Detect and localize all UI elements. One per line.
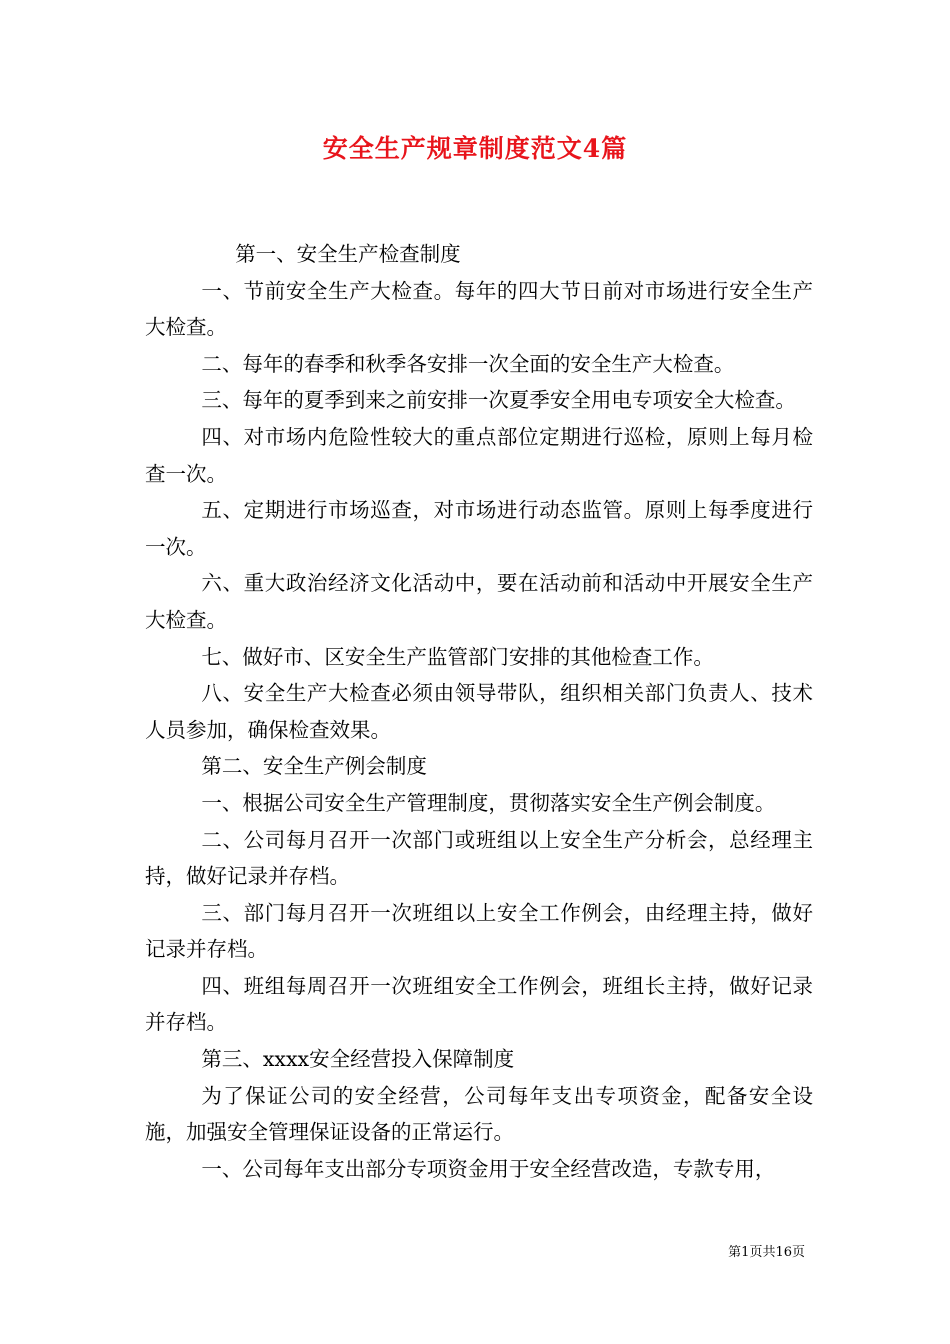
paragraph: 六、重大政治经济文化活动中，要在活动前和活动中开展安全生产大检查。 — [145, 571, 813, 632]
paragraph: 三、部门每月召开一次班组以上安全工作例会，由经理主持，做好记录并存档。 — [145, 900, 813, 962]
paragraph: 一、节前安全生产大检查。每年的四大节日前对市场进行安全生产大检查。 — [145, 278, 813, 340]
paragraph: 七、做好市、区安全生产监管部门安排的其他检查工作。 — [201, 644, 714, 669]
paragraph: 二、每年的春季和秋季各安排一次全面的安全生产大检查。 — [201, 351, 735, 376]
paragraph: 一、公司每年支出部分专项资金用于安全经营改造，专款专用， — [201, 1156, 776, 1181]
paragraph: 八、安全生产大检查必须由领导带队，组织相关部门负责人、技术人员参加，确保检查效果。 — [145, 681, 813, 742]
paragraph: 四、班组每周召开一次班组安全工作例会，班组长主持，做好记录并存档。 — [145, 973, 813, 1035]
paragraph: 五、定期进行市场巡查，对市场进行动态监管。原则上每季度进行一次。 — [145, 498, 813, 559]
paragraph: 三、每年的夏季到来之前安排一次夏季安全用电专项安全大检查。 — [201, 388, 796, 413]
section-heading: 第二、安全生产例会制度 — [201, 754, 427, 779]
document-body — [145, 236, 813, 1187]
section-heading: 第三、xxxx安全经营投入保障制度 — [201, 1047, 515, 1072]
document-title: 安全生产规章制度范文4篇 — [322, 134, 628, 163]
paragraph: 二、公司每月召开一次部门或班组以上安全生产分析会，总经理主持，做好记录并存档。 — [145, 827, 813, 889]
page-number: 第1页共16页 — [728, 1245, 805, 1260]
section-heading: 第一、安全生产检查制度 — [235, 242, 461, 266]
paragraph: 一、根据公司安全生产管理制度，贯彻落实安全生产例会制度。 — [201, 790, 776, 815]
paragraph: 为了保证公司的安全经营，公司每年支出专项资金，配备安全设施，加强安全管理保证设备的正常运行。 — [145, 1083, 813, 1145]
paragraph: 四、对市场内危险性较大的重点部位定期进行巡检，原则上每月检查一次。 — [145, 424, 813, 486]
